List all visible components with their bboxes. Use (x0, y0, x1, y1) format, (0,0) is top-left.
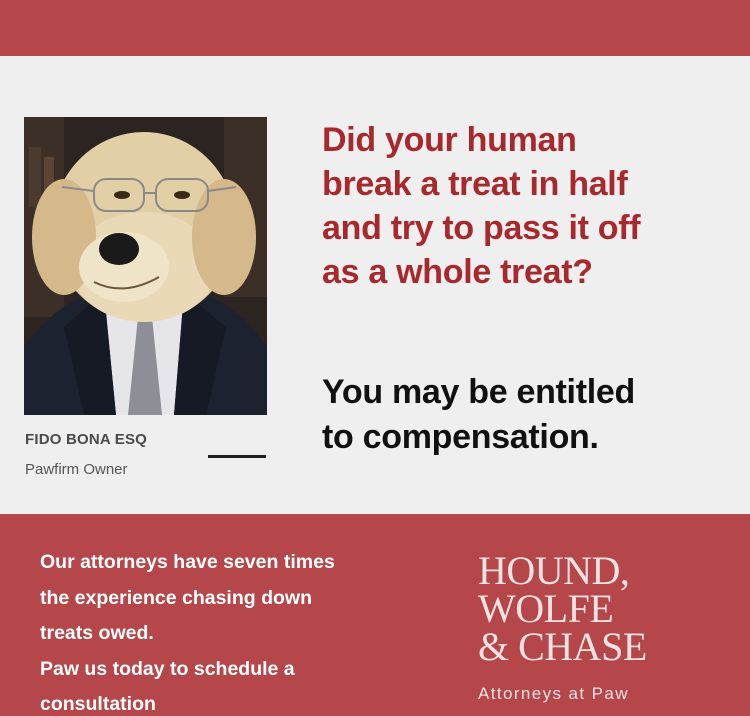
headline-line: and try to pass it off (322, 209, 641, 247)
body-copy-line: consultation (40, 693, 156, 715)
headline-line: as a whole treat? (322, 253, 593, 291)
headline (322, 118, 742, 294)
headline-line: break a treat in half (322, 165, 628, 203)
body-copy-line: Our attorneys have seven times (40, 551, 335, 573)
top-banner (0, 0, 750, 56)
body-copy-line: treats owed. (40, 622, 154, 644)
dog-lawyer-portrait-icon (24, 117, 267, 415)
body-copy-line: the experience chasing down (40, 586, 312, 609)
firm-tagline: Attorneys at Paw (478, 684, 629, 703)
firm-logo (478, 548, 647, 669)
attorney-title: Pawfirm Owner (25, 461, 128, 478)
body-copy (40, 545, 440, 716)
firm-name-line: HOUND, (478, 548, 630, 593)
body-copy-line: Paw us today to schedule a (40, 657, 295, 680)
attorney-name: FIDO BONA ESQ (25, 431, 148, 448)
caption-divider (208, 455, 266, 458)
attorney-photo (24, 117, 267, 415)
subheadline (322, 370, 742, 460)
subheadline-line: You may be entitled (322, 373, 635, 411)
subheadline-line: to compensation. (322, 418, 599, 456)
firm-name-line: WOLFE (478, 586, 614, 631)
firm-name-line: & CHASE (478, 624, 647, 669)
headline-line: Did your human (322, 121, 577, 159)
